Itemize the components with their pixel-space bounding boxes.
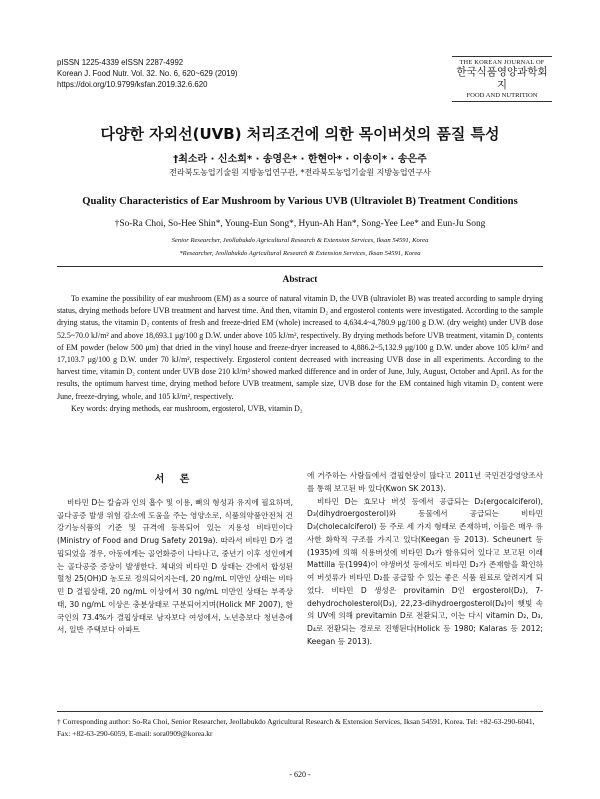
- abstract-heading: Abstract: [282, 275, 318, 285]
- intro-paragraph-1-continued: 에 거주하는 사람들에서 결핍현상이 많다고 2011년 국민건강영양조사를 통해 보고된 바 있다(Kwon SK 2013).: [307, 471, 543, 493]
- issn-line: pISSN 1225-4339 eISSN 2287-4992: [57, 58, 184, 67]
- keywords: Key words: drying methods, ear mushroom, ergosterol, UVB, vitamin D₂: [71, 403, 303, 413]
- authors-english: †So-Ra Choi, So-Hee Shin*, Young-Eun Song*, Hyun-Ah Han*, Song-Yee Lee* and Eun-Ju Song: [114, 219, 486, 229]
- affiliation-english-1: Senior Researcher, Jeollabukdo Agricultural Research & Extension Services, Iksan 54591, Korea: [171, 237, 429, 244]
- paper-title-korean: 다양한 자외선(UVB) 처리조건에 의한 목이버섯의 품질 특성: [100, 125, 500, 143]
- left-column: [57, 470, 293, 637]
- logo-top-rule: [452, 56, 552, 57]
- header-citation: [57, 57, 238, 90]
- right-column: [307, 470, 543, 649]
- journal-logo: [452, 56, 552, 102]
- abstract-body: [57, 293, 543, 415]
- doi-link[interactable]: https://doi.org/10.9799/ksfan.2019.32.6.620: [57, 80, 208, 89]
- intro-paragraph-2: 비타민 D는 효모나 버섯 등에서 공급되는 D₂(ergocalciferol), D₃(dihydroergosterol)와 동물에서 공급되는 비타민 D₃(cholecalciferol) 등 주로 세 가지 형태로 존재하며, 이들은 매우 유사한 화학적 구조를 가지고 있다(Keegan 등 2013). Scheunert 등(1935)에 의해 식용버섯에 비타민 D₂가 함유되어 있다고 보고된 이래 Mattilla 등(1994)이 야생버섯 등에서도 비타민 D₂가 존재함을 확인하여 버섯류가 비타민 D₂를 공급할 수 있는 좋은 식품 원료로 알려지게 되었다. 비타민 D 생성은 provitamin D인 ergosterol(D₂), 7-dehydrocholesterol(D₃), 22,23-dihydroergosterol(D₄)이 햇빛 속의 UV에 의해 previtamin D로 전환되고, 이는 다시 vitamin D₂, D₃, D₄로 전환되는 경로로 진행된다(Holick 등 1980; Kalaras 등 2012; Keegan 등 2013).: [307, 496, 543, 646]
- affiliation-korean: 전라북도농업기술원 지방농업연구관, *전라북도농업기술원 지방농업연구사: [169, 168, 431, 177]
- paper-title-english: Quality Characteristics of Ear Mushroom by Various UVB (Ultraviolet B) Treatment Conditions: [82, 196, 518, 207]
- journal-name-line1: THE KOREAN JOURNAL OF: [459, 59, 545, 66]
- abstract-text: To examine the possibility of ear mushroom (EM) as a source of natural vitamin D, the UVB (ultraviolet B) was treated according to sample drying status, drying methods before UVB treatment and harvest time. And then, vitamin D₂ and ergosterol contents were investigated. According to the sample drying status, the vitamin D₂ contents of fresh and freeze-dried EM (whole) increased to 4,634.4~4,780.9 μg/100 g D.W. (dry weight) under UVB dose 52.5~70.0 kJ/m² and above 18,693.1 μg/100 g D.W. under above 105 kJ/m², respectively. By drying methods before UVB treatment, vitamin D₂ contents of EM powder (below 500 μm) that dried in the vinyl house and freeze-dryer increased to 4,886.2~5,132.9 μg/100 g D.W. under above 105 kJ/m² and 17,103.7 μg/100 g D.W. under 70 kJ/m², respectively. Ergosterol content decreased with increasing UVB dose in all experiments. According to the harvest time, vitamin D₂ content under UVB dose 210 kJ/m² showed marked difference and in order of June, July, August, October and April. As for the results, the optimum harvest time, drying method before UVB treatment, sample size, UVB dose for the EM contained high vitamin D₂ content were June, freeze-drying, whole, and 105 kJ/m², respectively.: [57, 294, 543, 401]
- intro-paragraph-1: 비타민 D는 칼슘과 인의 흡수 및 이용, 뼈의 형성과 유지에 필요하며, 골다공증 발생 위험 감소에 도움을 주는 영양소로, 식품의약품안전처 건강기능식품의 기준 및 규격에 등록되어 있는 지용성 비타민이다(Ministry of Food and Drug Safety 2019a). 따라서 비타민 D가 결핍되었을 경우, 아동에게는 골연화증이 나타나고, 중년기 이후 성인에게는 골다공증 증상이 발생한다. 체내의 비타민 D 상태는 간에서 합성된 혈청 25(OH)D 농도로 정의되어지는데, 20 ng/mL 미만인 상태는 비타민 D 결핍상태, 20 ng/mL 이상에서 30 ng/mL 미만인 상태는 부족상태, 30 ng/mL 이상은 충분상태로 구분되어지며(Holick MF 2007), 한국인의 73.4%가 결핍상태로 남자보다 여성에서, 노년층보다 청년층에서, 일반 주택보다 아파트: [57, 497, 293, 635]
- abstract-top-rule: [57, 266, 543, 267]
- authors-korean: †최소라 · 신소희* · 송영은* · 한현아* · 이송이* · 송은주: [173, 154, 427, 165]
- logo-bottom-rule: [452, 101, 552, 102]
- section-heading-introduction: 서 론: [154, 474, 196, 485]
- page-number: - 620 -: [289, 770, 311, 779]
- affiliation-english-2: *Researcher, Jeollabukdo Agricultural Research & Extension Services, Iksan 54591, Korea: [179, 250, 421, 257]
- footnote-rule: [57, 711, 543, 712]
- journal-reference: Korean J. Food Nutr. Vol. 32. No. 6, 620~629 (2019): [57, 69, 238, 78]
- corresponding-author-footnote: † Corresponding author: So-Ra Choi, Senior Researcher, Jeollabukdo Agricultural Research & Extension Services, Iksan 54591, Korea. Tel: +82-63-290-6041, Fax: +82-63-290-6059, E-mail: sora0909@korea.kr: [57, 717, 535, 738]
- journal-name-line3: FOOD AND NUTRITION: [466, 92, 538, 99]
- journal-name-korean: 한국식품영양과학회지: [456, 66, 548, 91]
